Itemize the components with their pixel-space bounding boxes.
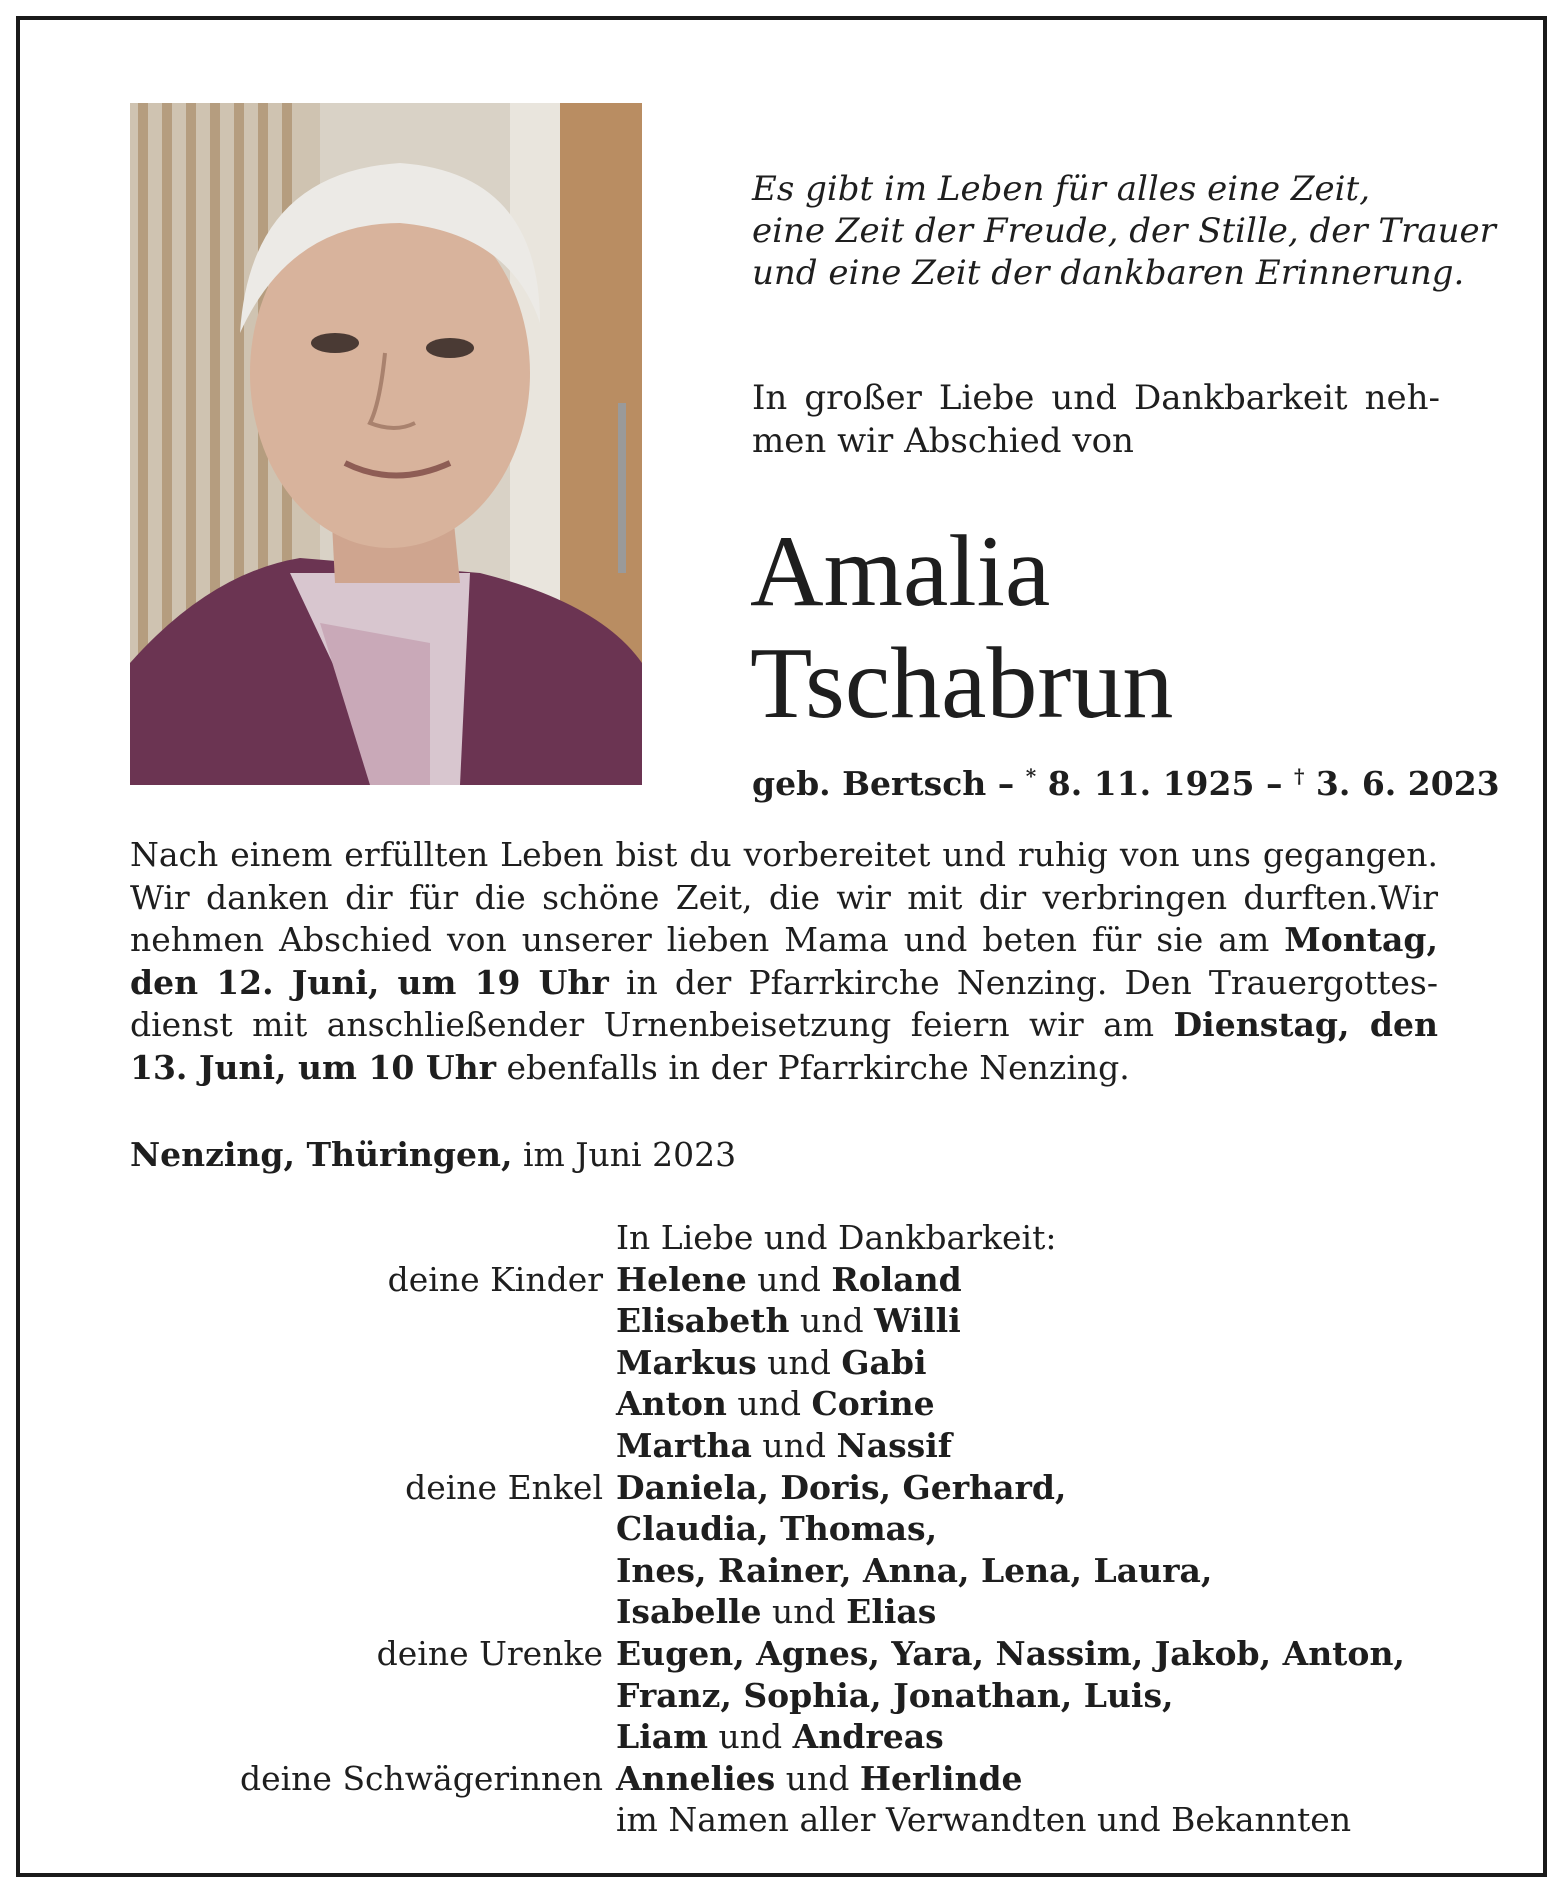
list-item [0,1467,1567,1509]
text-span: nehmen Abschied von unserer lieben Mama und beten für sie am [130,920,1285,959]
mourner-names: Claudia, Thomas, [616,1509,938,1549]
list-item [0,1591,1567,1633]
mourner-names: Franz, Sophia, Jonathan, Luis, [616,1675,1174,1715]
separator: – [986,764,1026,803]
text-span: ebenfalls in der Pfarrkirche Nenzing. [495,1047,1130,1087]
mourner-names: Ines, Rainer, Anna, Lena, Laura, [616,1550,1213,1590]
life-dates [752,755,1500,805]
mourners-heading: In Liebe und Dankbarkeit: [616,1218,1057,1257]
mourner-name: Anton [616,1384,727,1424]
mourner-name: Gabi [841,1342,927,1382]
mourner-name: Helene [616,1259,747,1299]
mourner-name: Roland [831,1259,962,1299]
birth-symbol: * [1025,764,1037,788]
last-name: Tschabrun [750,627,1174,740]
death-symbol: † [1293,764,1305,788]
date-text: im Juni 2023 [512,1135,737,1174]
text-line [130,919,1438,962]
mourner-names: Daniela, Doris, Gerhard, [616,1467,1067,1507]
funeral-day: Dienstag, den [1173,1005,1438,1044]
mourners-heading-row [0,1217,1567,1259]
list-item [0,1550,1567,1592]
quote-line: und eine Zeit der dankbaren Erinnerung. [752,253,1465,293]
group-label: deine Kinder [387,1259,603,1299]
list-item [0,1259,1567,1301]
conjunction: und [751,1425,837,1465]
maiden-name: geb. Bertsch [752,764,987,803]
list-item [0,1342,1567,1384]
first-name: Amalia [750,515,1051,628]
quote [752,168,1496,294]
mourner-name: Liam [616,1717,709,1757]
announcement-text [130,834,1438,1089]
list-item [0,1675,1567,1717]
conjunction: und [789,1301,875,1341]
group-label: deine Urenke [376,1633,603,1673]
mourner-name: Martha [616,1425,752,1465]
group-label: deine Schwägerinnen [239,1758,603,1798]
conjunction: und [761,1592,847,1632]
text-line [130,1047,1438,1090]
text-span: in der Pfarrkirche Nenzing. Den Trauergottes- [608,962,1438,1002]
group-label: deine Enkel [405,1467,603,1507]
list-item [0,1799,1567,1841]
list-item [0,1425,1567,1467]
text-line [130,1004,1438,1047]
list-item [0,1758,1567,1800]
mourner-name: Elias [846,1592,937,1632]
mourner-names: Eugen, Agnes, Yara, Nassim, Jakob, Anton, [616,1633,1405,1673]
separator: – [1254,764,1294,803]
intro-text [752,377,1440,463]
mourner-name: Andreas [792,1717,944,1757]
text-line: Nach einem erfüllten Leben bist du vorbereitet und ruhig von uns gegangen. [130,835,1438,874]
mourners-list [0,1217,1567,1841]
mourner-name: Corine [811,1384,935,1424]
list-item [0,1716,1567,1758]
list-item [0,1508,1567,1550]
place-date [130,1134,736,1176]
portrait-photo [130,103,642,785]
mourner-name: Markus [616,1342,757,1382]
list-item [0,1300,1567,1342]
list-item [0,1633,1567,1675]
conjunction: und [756,1342,842,1382]
mourner-name: Nassif [836,1425,952,1465]
text-line [130,962,1438,1005]
closing-line: im Namen aller Verwandten und Bekannten [616,1800,1352,1840]
rosary-day: Montag, [1284,920,1438,959]
mourner-name: Elisabeth [616,1301,790,1341]
intro-line: In großer Liebe und Dankbarkeit neh- [752,378,1440,418]
rosary-time: den 12. Juni, um 19 Uhr [130,962,609,1002]
text-span: dienst mit anschließender Urnenbeisetzung feiern wir am [130,1005,1174,1044]
mourner-name: Annelies [616,1758,776,1798]
deceased-name [750,516,1173,740]
funeral-time: 13. Juni, um 10 Uhr [130,1047,496,1087]
text-line: Wir danken dir für die schöne Zeit, die wir mit dir verbringen durften.Wir [130,877,1438,917]
quote-line: eine Zeit der Freude, der Stille, der Trauer [752,211,1496,251]
intro-line: men wir Abschied von [752,421,1134,461]
birth-date: 8. 11. 1925 [1036,764,1255,803]
death-date: 3. 6. 2023 [1304,764,1500,803]
conjunction: und [708,1717,793,1757]
conjunction: und [775,1758,860,1798]
mourner-name: Isabelle [616,1592,762,1632]
mourner-name: Willi [874,1301,961,1341]
list-item [0,1383,1567,1425]
conjunction: und [726,1384,812,1424]
conjunction: und [746,1259,832,1299]
quote-line: Es gibt im Leben für alles eine Zeit, [752,169,1371,209]
place-name: Nenzing, Thüringen, [130,1135,513,1174]
mourner-name: Herlinde [859,1758,1023,1798]
